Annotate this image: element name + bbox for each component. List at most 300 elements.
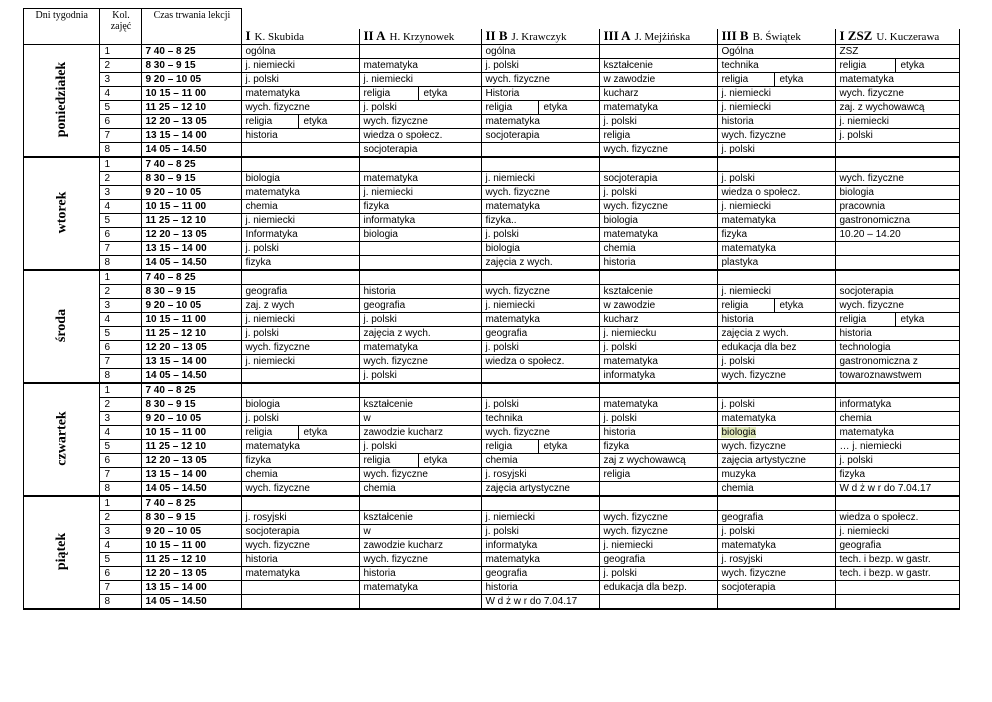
subject-text: historia xyxy=(485,581,518,593)
lesson-number: 3 xyxy=(100,72,142,86)
subject-text: kształcenie xyxy=(363,511,413,523)
subject-text: j. polski xyxy=(603,115,637,127)
subject-cell xyxy=(600,270,718,285)
split-subject xyxy=(721,299,832,312)
class-teacher: J. Krawczyk xyxy=(511,30,567,43)
lesson-time: 10 15 – 11 00 xyxy=(142,312,242,326)
subject-text: wych. fizyczne xyxy=(363,468,428,480)
subject-cell xyxy=(836,425,960,439)
subject-text: wiedza o społecz. xyxy=(721,186,801,198)
subject-cell xyxy=(360,538,482,552)
subject-text: ZSZ xyxy=(839,45,859,57)
subject-cell xyxy=(836,100,960,114)
lesson-number: 1 xyxy=(100,383,142,398)
subject-cell xyxy=(600,354,718,368)
subject-cell xyxy=(836,298,960,312)
subject-cell xyxy=(242,580,360,594)
subject-cell xyxy=(242,368,360,383)
subject-text: fizyka.. xyxy=(485,214,517,226)
split-subject-part: etyka xyxy=(538,440,596,453)
split-subject-part: etyka xyxy=(538,101,596,114)
subject-cell xyxy=(242,128,360,142)
class-header xyxy=(718,29,836,45)
subject-cell xyxy=(242,354,360,368)
subject-cell xyxy=(242,467,360,481)
lesson-row xyxy=(24,594,960,609)
subject-cell xyxy=(836,72,960,86)
day-cell xyxy=(24,44,100,157)
subject-cell xyxy=(718,199,836,213)
split-subject-part: religia xyxy=(363,454,391,466)
subject-cell xyxy=(482,142,600,157)
subject-text: wych. fizyczne xyxy=(485,426,550,438)
subject-cell xyxy=(836,524,960,538)
subject-text: wych. fizyczne xyxy=(245,482,310,494)
subject-cell xyxy=(600,580,718,594)
lesson-number: 5 xyxy=(100,552,142,566)
lesson-time: 11 25 – 12 10 xyxy=(142,439,242,453)
lesson-number: 6 xyxy=(100,453,142,467)
subject-text: j. rosyjski xyxy=(485,468,527,480)
subject-cell xyxy=(360,594,482,609)
subject-cell xyxy=(718,425,836,439)
subject-cell xyxy=(360,552,482,566)
lesson-time: 12 20 – 13 05 xyxy=(142,340,242,354)
split-subject-part: religia xyxy=(839,313,867,325)
lesson-number: 4 xyxy=(100,425,142,439)
subject-text: zaj. z wych xyxy=(245,299,295,311)
subject-cell xyxy=(242,241,360,255)
subject-cell xyxy=(482,439,600,453)
subject-cell xyxy=(600,213,718,227)
lesson-time: 12 20 – 13 05 xyxy=(142,453,242,467)
subject-text: technika xyxy=(485,412,523,424)
subject-cell xyxy=(360,241,482,255)
subject-cell xyxy=(836,284,960,298)
subject-text: j. polski xyxy=(363,369,397,381)
lesson-row xyxy=(24,58,960,72)
subject-cell xyxy=(482,185,600,199)
subject-text: matematyka xyxy=(721,242,776,254)
lesson-row xyxy=(24,453,960,467)
subject-text: j. polski xyxy=(721,355,755,367)
lesson-number: 4 xyxy=(100,312,142,326)
subject-cell xyxy=(718,185,836,199)
subject-cell xyxy=(718,439,836,453)
subject-text: biologia xyxy=(245,398,280,410)
subject-text: historia xyxy=(245,553,278,565)
subject-cell xyxy=(482,397,600,411)
lesson-number: 8 xyxy=(100,142,142,157)
subject-cell xyxy=(360,284,482,298)
subject-cell xyxy=(600,566,718,580)
subject-text: matematyka xyxy=(245,567,300,579)
subject-text: biologia xyxy=(363,228,398,240)
lesson-number: 2 xyxy=(100,284,142,298)
lesson-time: 12 20 – 13 05 xyxy=(142,566,242,580)
subject-cell xyxy=(600,326,718,340)
lesson-time: 10 15 – 11 00 xyxy=(142,86,242,100)
split-subject-part: religia xyxy=(721,299,749,311)
subject-text: technologia xyxy=(839,341,891,353)
subject-text: tech. i bezp. w gastr. xyxy=(839,553,931,565)
subject-cell xyxy=(836,185,960,199)
subject-cell xyxy=(600,425,718,439)
subject-text: j. niemiecki xyxy=(485,511,535,523)
lesson-row xyxy=(24,270,960,285)
split-subject-part: etyka xyxy=(774,299,832,312)
subject-cell xyxy=(836,255,960,270)
lesson-row xyxy=(24,510,960,524)
subject-cell xyxy=(482,510,600,524)
lesson-number: 2 xyxy=(100,510,142,524)
subject-cell xyxy=(242,255,360,270)
subject-text: fizyka xyxy=(839,468,866,480)
subject-cell xyxy=(242,227,360,241)
subject-cell xyxy=(482,552,600,566)
lesson-row xyxy=(24,100,960,114)
subject-cell xyxy=(718,354,836,368)
subject-cell xyxy=(600,86,718,100)
lesson-time: 8 30 – 9 15 xyxy=(142,284,242,298)
lesson-row xyxy=(24,397,960,411)
subject-text: j. polski xyxy=(485,59,519,71)
subject-cell xyxy=(242,284,360,298)
subject-text: wych. fizyczne xyxy=(363,115,428,127)
subject-cell xyxy=(242,142,360,157)
subject-cell xyxy=(360,270,482,285)
subject-cell xyxy=(718,510,836,524)
lesson-time: 9 20 – 10 05 xyxy=(142,524,242,538)
subject-cell xyxy=(482,312,600,326)
class-header xyxy=(360,29,482,45)
subject-cell xyxy=(242,213,360,227)
subject-cell xyxy=(836,397,960,411)
subject-cell xyxy=(242,171,360,185)
subject-cell xyxy=(718,171,836,185)
subject-cell xyxy=(482,524,600,538)
subject-cell xyxy=(482,157,600,172)
lesson-time: 11 25 – 12 10 xyxy=(142,326,242,340)
subject-cell xyxy=(360,171,482,185)
lesson-number: 4 xyxy=(100,538,142,552)
class-teacher: U. Kuczerawa xyxy=(876,30,940,43)
subject-cell xyxy=(836,199,960,213)
subject-text: geografia xyxy=(839,539,882,551)
subject-cell xyxy=(360,142,482,157)
subject-text: j. niemiecki xyxy=(245,313,295,325)
subject-text: zaj z wychowawcą xyxy=(603,454,686,466)
lesson-number: 5 xyxy=(100,439,142,453)
lesson-number: 1 xyxy=(100,157,142,172)
subject-text: j. rosyjski xyxy=(721,553,763,565)
subject-cell xyxy=(836,58,960,72)
subject-cell xyxy=(836,114,960,128)
subject-text: w xyxy=(363,412,371,424)
split-subject-part: religia xyxy=(245,115,273,127)
subject-cell xyxy=(242,397,360,411)
subject-cell xyxy=(718,72,836,86)
subject-cell xyxy=(360,397,482,411)
split-subject-part: etyka xyxy=(298,426,356,439)
day-column-header: Dni tygodnia xyxy=(24,9,100,45)
subject-text: informatyka xyxy=(363,214,416,226)
subject-text: j. polski xyxy=(839,129,873,141)
subject-text: historia xyxy=(721,115,754,127)
lesson-time: 14 05 – 14.50 xyxy=(142,481,242,496)
lesson-number: 6 xyxy=(100,227,142,241)
lesson-time: 12 20 – 13 05 xyxy=(142,114,242,128)
lesson-row xyxy=(24,298,960,312)
subject-cell xyxy=(836,340,960,354)
subject-cell xyxy=(482,425,600,439)
lesson-row xyxy=(24,425,960,439)
subject-text: fizyka xyxy=(721,228,748,240)
subject-cell xyxy=(482,241,600,255)
subject-cell xyxy=(360,580,482,594)
subject-text: j. polski xyxy=(363,440,397,452)
subject-text: w zawodzie xyxy=(603,73,656,85)
lesson-time: 7 40 – 8 25 xyxy=(142,383,242,398)
subject-cell xyxy=(360,255,482,270)
subject-text: zajęcia z wych. xyxy=(363,327,431,339)
subject-cell xyxy=(482,326,600,340)
subject-cell xyxy=(482,580,600,594)
subject-cell xyxy=(836,594,960,609)
subject-cell xyxy=(600,397,718,411)
subject-cell xyxy=(360,453,482,467)
subject-text: matematyka xyxy=(839,426,894,438)
subject-cell xyxy=(600,453,718,467)
subject-text: wych. fizyczne xyxy=(839,87,904,99)
subject-text: historia xyxy=(245,129,278,141)
subject-cell xyxy=(836,128,960,142)
subject-text: edukacja dla bez xyxy=(721,341,797,353)
subject-text: informatyka xyxy=(839,398,892,410)
lesson-time: 8 30 – 9 15 xyxy=(142,397,242,411)
subject-cell xyxy=(600,171,718,185)
lesson-number: 7 xyxy=(100,241,142,255)
subject-text: j. niemiecki xyxy=(839,525,889,537)
subject-cell xyxy=(836,44,960,58)
subject-cell xyxy=(836,312,960,326)
subject-text: j. polski xyxy=(603,412,637,424)
subject-cell xyxy=(360,326,482,340)
subject-cell xyxy=(482,86,600,100)
subject-text: j. niemiecki xyxy=(721,87,771,99)
subject-text: w xyxy=(363,525,371,537)
subject-cell xyxy=(718,326,836,340)
subject-cell xyxy=(482,467,600,481)
subject-cell xyxy=(600,383,718,398)
lesson-time: 8 30 – 9 15 xyxy=(142,58,242,72)
subject-text: matematyka xyxy=(245,87,300,99)
subject-cell xyxy=(360,383,482,398)
lesson-number: 3 xyxy=(100,524,142,538)
subject-cell xyxy=(836,241,960,255)
subject-cell xyxy=(482,100,600,114)
subject-text: chemia xyxy=(363,482,396,494)
lesson-number: 6 xyxy=(100,566,142,580)
subject-text: biologia xyxy=(603,214,638,226)
lesson-number: 8 xyxy=(100,481,142,496)
subject-text: ogólna xyxy=(485,45,516,57)
subject-cell xyxy=(836,467,960,481)
subject-cell xyxy=(600,312,718,326)
lesson-number: 7 xyxy=(100,467,142,481)
class-teacher: J. Mejżińska xyxy=(634,30,691,43)
subject-cell xyxy=(360,44,482,58)
lesson-row xyxy=(24,227,960,241)
subject-cell xyxy=(360,100,482,114)
subject-cell xyxy=(600,368,718,383)
subject-text: geografia xyxy=(245,285,288,297)
subject-text: wych. fizyczne xyxy=(245,539,310,551)
subject-text: j. niemiecki xyxy=(721,285,771,297)
subject-cell xyxy=(242,566,360,580)
split-subject-part: etyka xyxy=(895,313,956,326)
subject-text: wych. fizyczne xyxy=(363,355,428,367)
lesson-number: 1 xyxy=(100,270,142,285)
subject-cell xyxy=(242,594,360,609)
lesson-number: 2 xyxy=(100,58,142,72)
subject-cell xyxy=(482,354,600,368)
subject-text: j. polski xyxy=(603,341,637,353)
subject-cell xyxy=(600,58,718,72)
lesson-time: 11 25 – 12 10 xyxy=(142,552,242,566)
subject-cell xyxy=(600,538,718,552)
subject-text: chemia xyxy=(485,454,518,466)
subject-cell xyxy=(836,142,960,157)
subject-cell xyxy=(836,368,960,383)
lesson-number: 3 xyxy=(100,411,142,425)
subject-cell xyxy=(360,566,482,580)
lesson-row xyxy=(24,171,960,185)
subject-cell xyxy=(242,510,360,524)
lesson-time: 10 15 – 11 00 xyxy=(142,538,242,552)
subject-cell xyxy=(242,496,360,511)
split-subject-part: etyka xyxy=(774,73,832,86)
subject-cell xyxy=(600,142,718,157)
lesson-row xyxy=(24,467,960,481)
subject-cell xyxy=(482,213,600,227)
subject-text: j. niemiecki xyxy=(485,172,535,184)
subject-text: fizyka xyxy=(363,200,390,212)
subject-text: kształcenie xyxy=(603,59,653,71)
subject-text: wych. fizyczne xyxy=(603,143,668,155)
lesson-number: 7 xyxy=(100,128,142,142)
lesson-number: 6 xyxy=(100,340,142,354)
subject-text: religia xyxy=(603,129,631,141)
subject-cell xyxy=(360,411,482,425)
subject-cell xyxy=(360,213,482,227)
lesson-row xyxy=(24,354,960,368)
lesson-time: 7 40 – 8 25 xyxy=(142,157,242,172)
subject-text: geografia xyxy=(603,553,646,565)
subject-text: j. polski xyxy=(245,73,279,85)
subject-cell xyxy=(600,227,718,241)
subject-cell xyxy=(242,44,360,58)
class-teacher: B. Świątek xyxy=(752,30,801,43)
subject-cell xyxy=(482,340,600,354)
subject-cell xyxy=(360,354,482,368)
lesson-row xyxy=(24,44,960,58)
lesson-time: 14 05 – 14.50 xyxy=(142,142,242,157)
subject-text: Informatyka xyxy=(245,228,298,240)
subject-cell xyxy=(482,128,600,142)
subject-cell xyxy=(600,510,718,524)
subject-text: historia xyxy=(603,426,636,438)
subject-cell xyxy=(360,368,482,383)
subject-cell xyxy=(242,298,360,312)
subject-cell xyxy=(482,594,600,609)
subject-cell xyxy=(600,199,718,213)
split-subject-part: religia xyxy=(721,73,749,85)
subject-cell xyxy=(242,453,360,467)
subject-text: wych. fizyczne xyxy=(839,299,904,311)
subject-cell xyxy=(360,510,482,524)
subject-text: W d ż w r do 7.04.17 xyxy=(485,595,578,607)
subject-text: j. polski xyxy=(245,327,279,339)
subject-cell xyxy=(600,241,718,255)
subject-cell xyxy=(360,128,482,142)
lesson-number: 6 xyxy=(100,114,142,128)
subject-cell xyxy=(242,425,360,439)
subject-text: wych. fizyczne xyxy=(485,186,550,198)
subject-text: tech. i bezp. w gastr. xyxy=(839,567,931,579)
subject-cell xyxy=(482,255,600,270)
lesson-number: 3 xyxy=(100,298,142,312)
header-row xyxy=(24,9,960,29)
subject-cell xyxy=(242,312,360,326)
subject-text: historia xyxy=(721,313,754,325)
subject-cell xyxy=(600,298,718,312)
subject-text: historia xyxy=(603,256,636,268)
lesson-time: 7 40 – 8 25 xyxy=(142,270,242,285)
subject-cell xyxy=(482,298,600,312)
subject-cell xyxy=(482,270,600,285)
subject-cell xyxy=(718,566,836,580)
subject-cell xyxy=(482,481,600,496)
subject-cell xyxy=(718,538,836,552)
subject-cell xyxy=(718,496,836,511)
subject-text: geografia xyxy=(485,327,528,339)
class-code: II B xyxy=(485,28,508,43)
subject-text: j. rosyjski xyxy=(245,511,287,523)
split-subject xyxy=(363,87,478,100)
timetable xyxy=(23,8,960,610)
subject-cell xyxy=(836,270,960,285)
subject-cell xyxy=(360,157,482,172)
subject-text: j. niemiecki xyxy=(839,115,889,127)
subject-text: kształcenie xyxy=(363,398,413,410)
subject-text: j. niemiecki xyxy=(603,539,653,551)
subject-cell xyxy=(242,199,360,213)
lesson-row xyxy=(24,552,960,566)
subject-cell xyxy=(242,100,360,114)
subject-cell xyxy=(600,524,718,538)
subject-text: j. niemiecki xyxy=(245,214,295,226)
subject-text: j. polski xyxy=(245,412,279,424)
subject-text: geografia xyxy=(721,511,764,523)
subject-cell xyxy=(836,411,960,425)
subject-cell xyxy=(718,157,836,172)
lesson-number: 8 xyxy=(100,255,142,270)
lesson-time: 10 15 – 11 00 xyxy=(142,425,242,439)
subject-text: matematyka xyxy=(603,228,658,240)
subject-text: informatyka xyxy=(603,369,656,381)
lesson-row xyxy=(24,284,960,298)
